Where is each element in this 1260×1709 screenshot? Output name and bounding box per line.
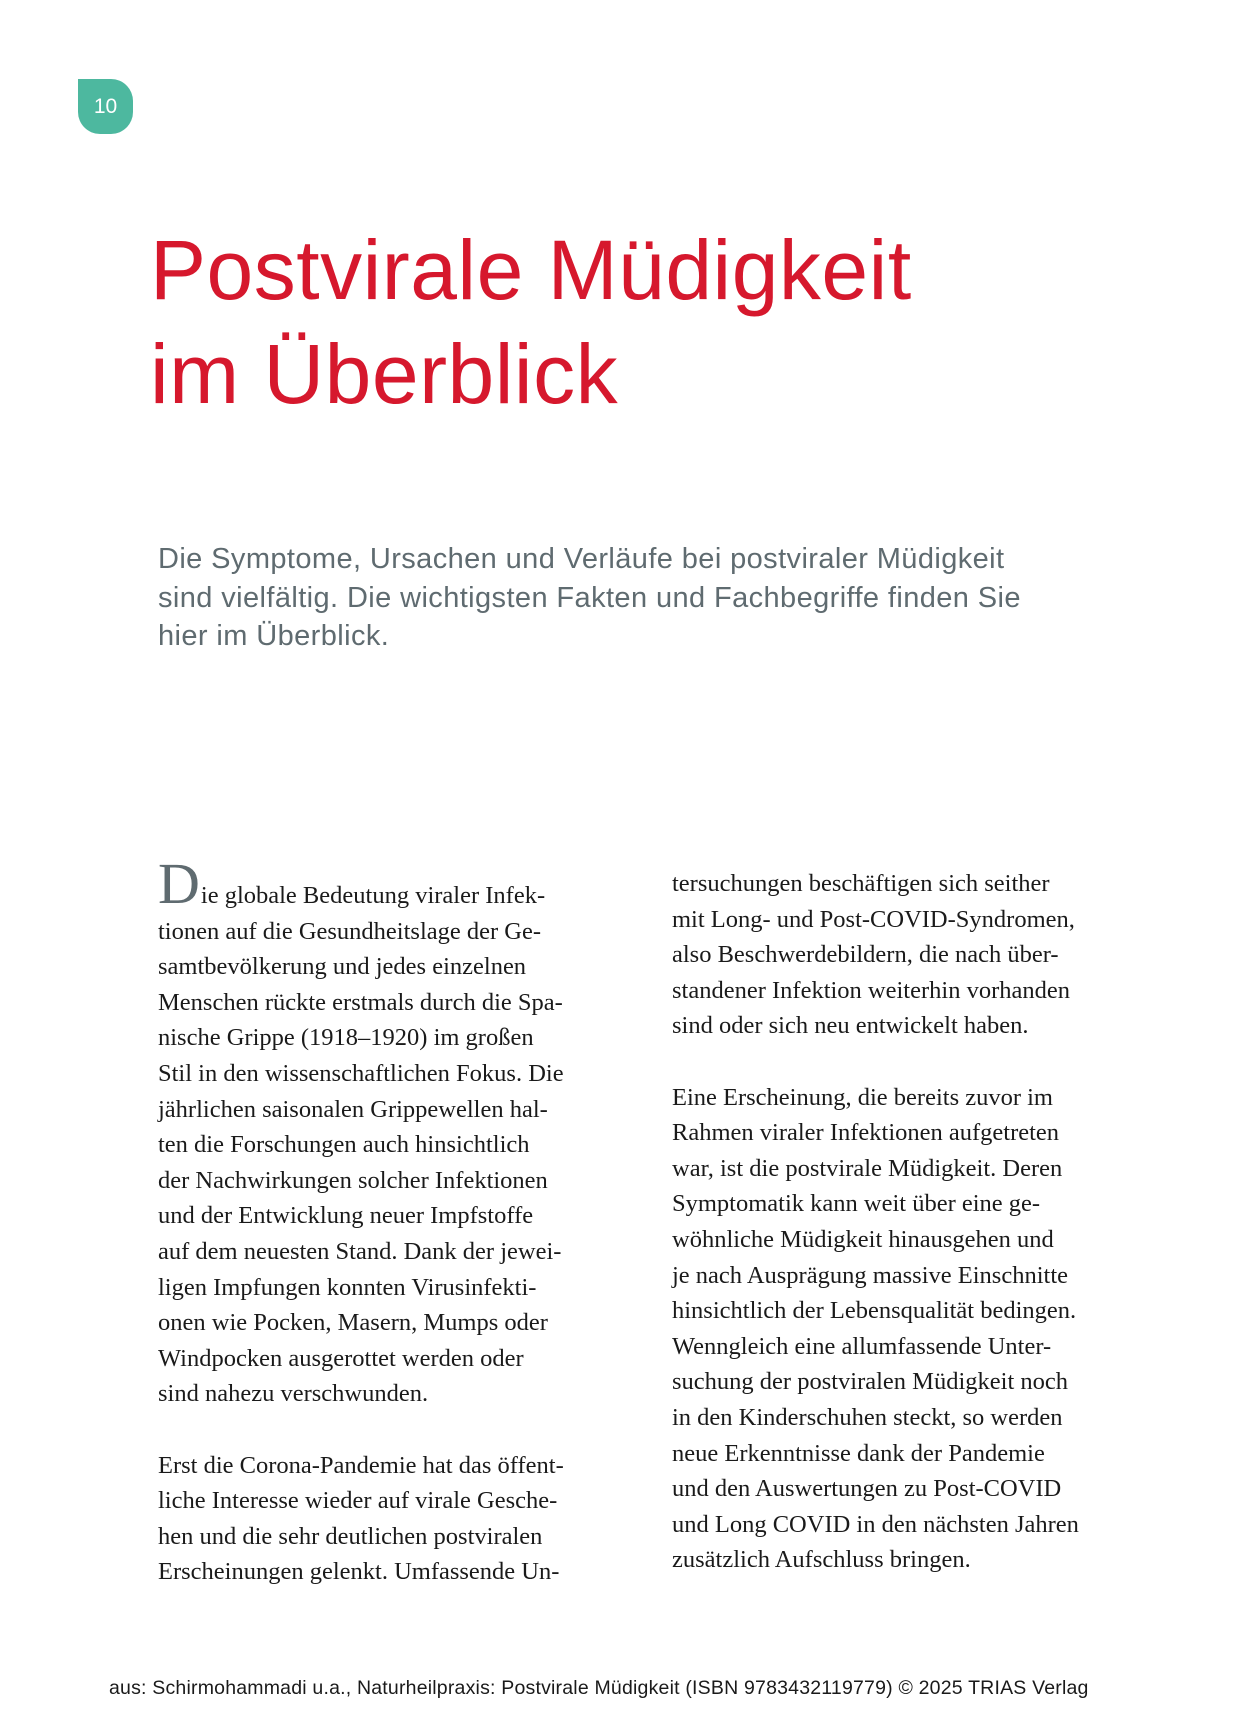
body-line: tersuchungen beschäftigen sich seither	[672, 870, 1050, 897]
body-line: auf dem neuesten Stand. Dank der jewei-	[158, 1237, 562, 1265]
body-line: ligen Impfungen konnten Virusinfekti-	[158, 1273, 537, 1301]
body-column-right	[672, 866, 1112, 1578]
body-line: Menschen rückte erstmals durch die Spa-	[158, 988, 563, 1016]
body-line: zusätzlich Aufschluss bringen.	[672, 1546, 971, 1574]
body-line: der Nachwirkungen solcher Infektionen	[158, 1166, 548, 1194]
body-line: Windpocken ausgerottet werden oder	[158, 1344, 524, 1372]
body-line: je nach Ausprägung massive Einschnitte	[672, 1261, 1068, 1289]
body-line: also Beschwerdebildern, die nach über-	[672, 941, 1059, 969]
body-line: hinsichtlich der Lebensqualität bedingen.	[672, 1297, 1077, 1325]
body-line: wöhnliche Müdigkeit hinausgehen und	[672, 1225, 1054, 1253]
drop-cap: D	[158, 851, 200, 916]
body-line: ten die Forschungen auch hinsichtlich	[158, 1131, 530, 1159]
body-column-left	[158, 851, 598, 1590]
body-line: Eine Erscheinung, die bereits zuvor im	[672, 1083, 1053, 1111]
body-paragraph	[672, 1080, 1112, 1578]
body-line: und Long COVID in den nächsten Jahren	[672, 1510, 1079, 1538]
body-line: hen und die sehr deutlichen postviralen	[158, 1522, 543, 1550]
paragraph-gap	[158, 1412, 598, 1448]
paragraph-gap	[672, 1044, 1112, 1080]
body-line: Erst die Corona-Pandemie hat das öffent-	[158, 1451, 564, 1479]
body-paragraph	[672, 866, 1112, 1044]
body-line: Wenngleich eine allumfassende Unter-	[672, 1332, 1052, 1360]
footer-citation: aus: Schirmohammadi u.a., Naturheilpraxis: Postvirale Müdigkeit (ISBN 9783432119779) © 2025 TRIAS Verlag	[109, 1677, 1089, 1699]
body-line: und der Entwicklung neuer Impfstoffe	[158, 1202, 534, 1230]
body-line: onen wie Pocken, Masern, Mumps oder	[158, 1309, 548, 1337]
body-line: standener Infektion weiterhin vorhanden	[672, 976, 1070, 1004]
intro-paragraph	[158, 540, 1118, 656]
intro-line: sind vielfältig. Die wichtigsten Fakten und Fachbegriffe finden Sie	[158, 581, 1021, 614]
body-line: tionen auf die Gesundheitslage der Ge-	[158, 917, 542, 945]
body-line: Symptomatik kann weit über eine ge-	[672, 1190, 1041, 1218]
body-line: in den Kinderschuhen steckt, so werden	[672, 1403, 1063, 1431]
body-line: war, ist die postvirale Müdigkeit. Deren	[672, 1154, 1063, 1182]
body-line: sind oder sich neu entwickelt haben.	[672, 1012, 1029, 1040]
intro-line: hier im Überblick.	[158, 620, 390, 652]
body-paragraph	[158, 1448, 598, 1590]
body-line-text: ie globale Bedeutung viraler Infek-	[200, 882, 546, 909]
title-line-2: im Überblick	[150, 327, 619, 421]
body-line: samtbevölkerung und jedes einzelnen	[158, 953, 527, 981]
intro-line: Die Symptome, Ursachen und Verläufe bei postviraler Müdigkeit	[158, 543, 1005, 575]
body-line: jährlichen saisonalen Grippewellen hal-	[158, 1095, 548, 1123]
page-number-badge	[78, 79, 133, 134]
title-line-1: Postvirale Müdigkeit	[150, 223, 912, 317]
page-title	[150, 218, 912, 426]
body-line: Stil in den wissenschaftlichen Fokus. Die	[158, 1059, 564, 1087]
body-line: neue Erkenntnisse dank der Pandemie	[672, 1439, 1045, 1467]
body-line: suchung der postviralen Müdigkeit noch	[672, 1368, 1069, 1396]
body-line: nische Grippe (1918–1920) im großen	[158, 1024, 534, 1052]
body-line: sind nahezu verschwunden.	[158, 1380, 429, 1408]
body-line: Rahmen viraler Infektionen aufgetreten	[672, 1119, 1060, 1147]
body-line-first	[158, 851, 598, 916]
body-line: liche Interesse wieder auf virale Gesche-	[158, 1487, 558, 1515]
body-line: und den Auswertungen zu Post-COVID	[672, 1475, 1062, 1503]
body-line: mit Long- und Post-COVID-Syndromen,	[672, 905, 1075, 933]
body-line: Erscheinungen gelenkt. Umfassende Un-	[158, 1558, 560, 1586]
body-paragraph	[158, 851, 598, 1412]
page-number: 10	[93, 94, 118, 118]
